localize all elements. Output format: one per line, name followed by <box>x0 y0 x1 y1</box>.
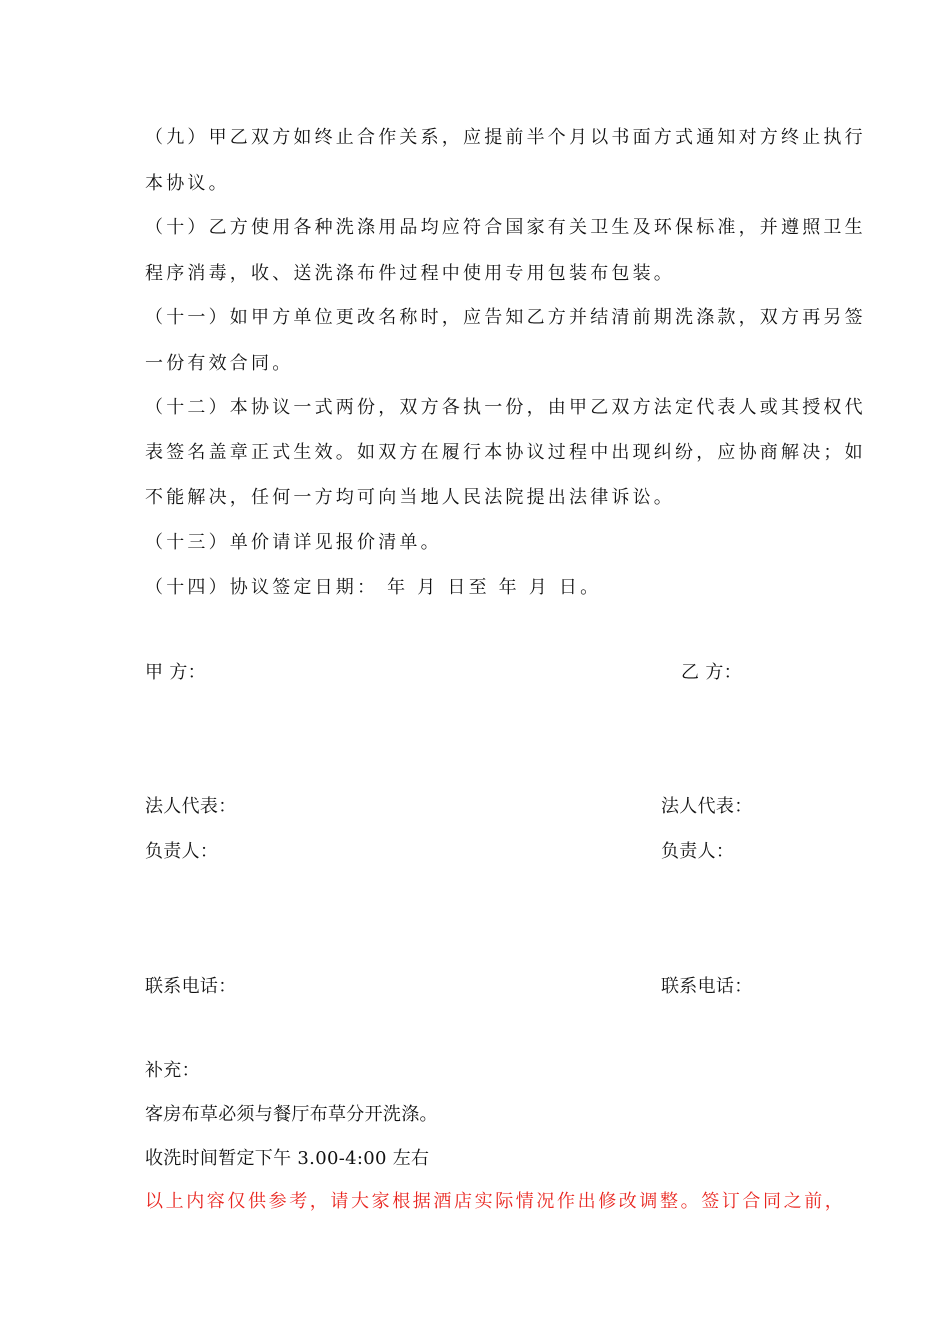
person-in-charge-b-label: 负责人： <box>661 841 735 862</box>
reference-notice: 以上内容仅供参考，请大家根据酒店实际情况作出修改调整。签订合同之前， <box>145 1191 846 1212</box>
clause-14: （十四）协议签定日期： 年 月 日至 年 月 日。 <box>145 577 602 598</box>
clause-11-line-1: （十一）如甲方单位更改名称时，应告知乙方并结清前期洗涤款，双方再另签 <box>145 307 866 328</box>
clause-13: （十三）单价请详见报价清单。 <box>145 532 442 553</box>
supplement-item-2: 收洗时间暂定下午 3.00-4:00 左右 <box>145 1148 430 1169</box>
legal-rep-b-label: 法人代表： <box>661 796 753 817</box>
clause-12-line-2: 表签名盖章正式生效。如双方在履行本协议过程中出现纠纷，应协商解决；如 <box>145 442 866 463</box>
supplement-item-1: 客房布草必须与餐厅布草分开洗涤。 <box>145 1104 438 1125</box>
phone-b-label: 联系电话： <box>661 976 753 997</box>
clause-9-line-2: 本协议。 <box>145 173 230 194</box>
person-in-charge-a-label: 负责人： <box>145 841 219 862</box>
clause-10-line-2: 程序消毒，收、送洗涤布件过程中使用专用包装布包装。 <box>145 263 675 284</box>
clause-12-line-3: 不能解决，任何一方均可向当地人民法院提出法律诉讼。 <box>145 487 675 508</box>
clause-10-line-1: （十）乙方使用各种洗涤用品均应符合国家有关卫生及环保标准，并遵照卫生 <box>145 217 866 238</box>
phone-a-label: 联系电话： <box>145 976 237 997</box>
clause-12-line-1: （十二）本协议一式两份，双方各执一份，由甲乙双方法定代表人或其授权代 <box>145 397 866 418</box>
legal-rep-a-label: 法人代表： <box>145 796 237 817</box>
clause-11-line-2: 一份有效合同。 <box>145 353 294 374</box>
supplement-heading: 补充： <box>145 1060 200 1081</box>
clause-9-line-1: （九）甲乙双方如终止合作关系，应提前半个月以书面方式通知对方终止执行 <box>145 127 866 148</box>
party-a-label: 甲 方： <box>145 662 206 683</box>
party-b-label: 乙 方： <box>681 662 742 683</box>
